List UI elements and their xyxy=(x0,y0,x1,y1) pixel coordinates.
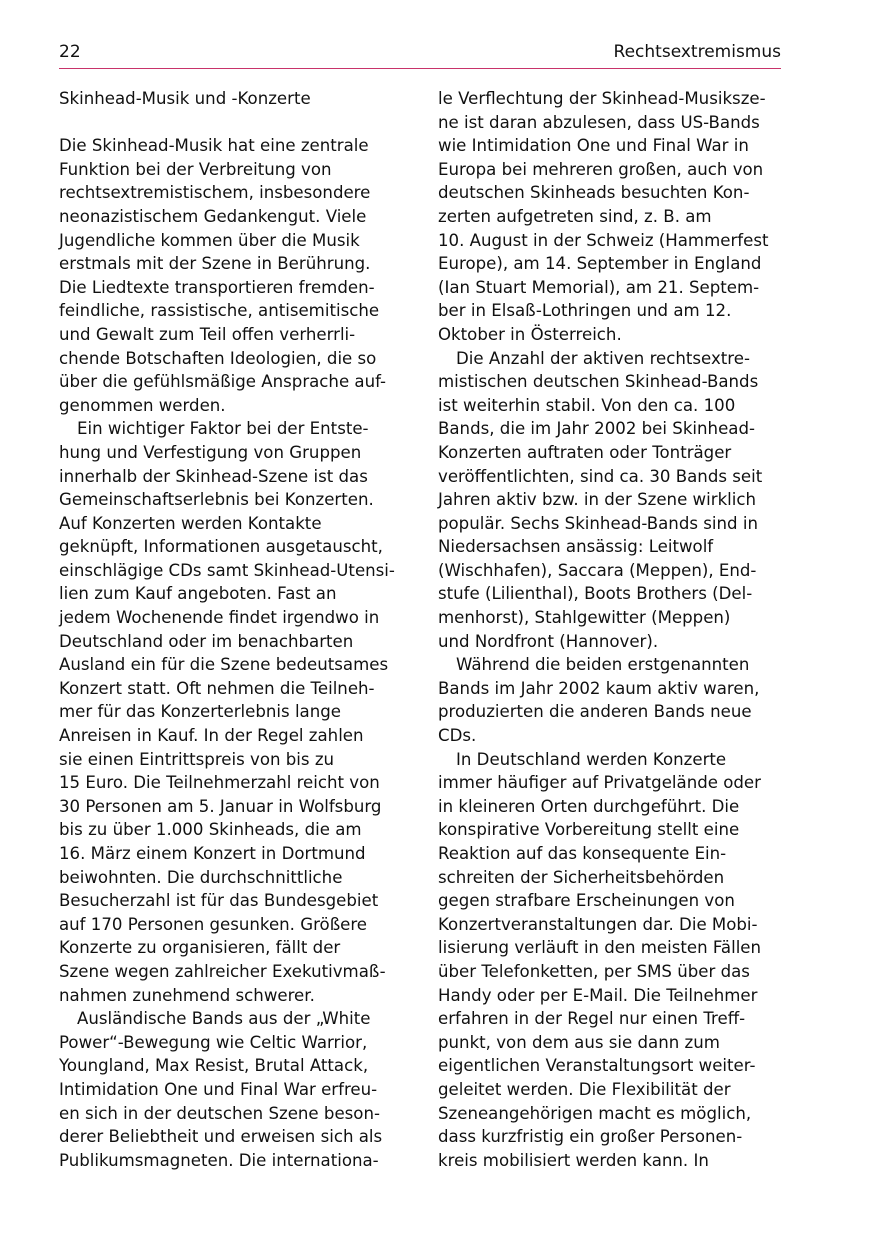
text-line: einschlägige CDs samt Skinhead-Utensi- xyxy=(59,560,395,580)
text-line: Während die beiden erstgenannten xyxy=(456,655,750,675)
text-line: innerhalb der Skinhead-Szene ist das xyxy=(59,466,368,486)
text-line: punkt, von dem aus sie dann zum xyxy=(438,1032,720,1052)
page-header xyxy=(59,42,781,69)
text-line: und Gewalt zum Teil offen verherrli- xyxy=(59,324,356,344)
text-line: Handy oder per E-Mail. Die Teilnehmer xyxy=(438,985,758,1005)
text-line: Die Anzahl der aktiven rechtsextre- xyxy=(456,348,750,368)
text-line: menhorst), Stahlgewitter (Meppen) xyxy=(438,608,731,628)
text-line: schreiten der Sicherheitsbehörden xyxy=(438,867,725,887)
text-line: Auf Konzerten werden Kontakte xyxy=(59,513,322,533)
text-line: Reaktion auf das konsequente Ein- xyxy=(438,844,727,863)
running-title: Rechtsextremismus xyxy=(613,42,781,62)
text-line: in kleineren Orten durchgeführt. Die xyxy=(438,796,740,816)
text-line: In Deutschland werden Konzerte xyxy=(456,749,727,769)
text-line: Jugendliche kommen über die Musik xyxy=(59,230,360,250)
text-line: nahmen zunehmend schwerer. xyxy=(59,985,315,1005)
text-line: erstmals mit der Szene in Berührung. xyxy=(59,254,371,274)
text-line: Intimidation One und Final War erfreu- xyxy=(59,1079,378,1099)
text-line: mer für das Konzerterlebnis lange xyxy=(59,702,341,722)
text-line: hung und Verfestigung von Gruppen xyxy=(59,442,362,462)
text-line: Anreisen in Kauf. In der Regel zahlen xyxy=(59,726,364,746)
text-line: kreis mobilisiert werden kann. In xyxy=(438,1150,709,1170)
text-line: Power“-Bewegung wie Celtic Warrior, xyxy=(59,1032,368,1052)
text-line: 10. August in der Schweiz (Hammerfest xyxy=(438,230,769,250)
text-line: zerten aufgetreten sind, z. B. am xyxy=(438,206,712,226)
text-line: lisierung verläuft in den meisten Fällen xyxy=(438,938,762,958)
text-line: geknüpft, Informationen ausgetauscht, xyxy=(59,537,383,557)
text-line: derer Beliebtheit und erweisen sich als xyxy=(59,1127,383,1147)
text-line: neonazistischem Gedankengut. Viele xyxy=(59,206,367,226)
text-line: jedem Wochenende findet irgendwo in xyxy=(59,608,380,628)
text-line: und Nordfront (Hannover). xyxy=(438,631,659,651)
text-line: Bands, die im Jahr 2002 bei Skinhead- xyxy=(438,419,755,439)
right-column xyxy=(438,87,788,1172)
text-line: Konzert statt. Oft nehmen die Teilneh- xyxy=(59,678,375,698)
text-line: immer häufiger auf Privatgelände oder xyxy=(438,773,761,793)
text-line: Die Liedtexte transportieren fremden- xyxy=(59,277,375,297)
text-line: Besucherzahl ist für das Bundesgebiet xyxy=(59,891,379,911)
text-line: über Telefonketten, per SMS über das xyxy=(438,961,750,981)
text-line: chende Botschaften Ideologien, die so xyxy=(59,348,377,368)
text-line: über die gefühlsmäßige Ansprache auf- xyxy=(59,372,387,392)
text-line: geleitet werden. Die Flexibilität der xyxy=(438,1079,731,1099)
text-line: gegen strafbare Erscheinungen von xyxy=(438,891,735,911)
text-line: Gemeinschaftserlebnis bei Konzerten. xyxy=(59,490,374,510)
text-line: Konzerten auftraten oder Tonträger xyxy=(438,442,732,462)
text-line: Ausland ein für die Szene bedeutsames xyxy=(59,655,389,675)
text-line: rechtsextremistischem, insbesondere xyxy=(59,183,371,203)
text-line: Oktober in Österreich. xyxy=(438,324,622,344)
text-line: Youngland, Max Resist, Brutal Attack, xyxy=(59,1056,369,1076)
text-line: 15 Euro. Die Teilnehmerzahl reicht von xyxy=(59,773,380,793)
text-line: ber in Elsaß-Lothringen und am 12. xyxy=(438,301,732,321)
text-line: konspirative Vorbereitung stellt eine xyxy=(438,820,740,840)
text-line: Jahren aktiv bzw. in der Szene wirklich xyxy=(438,490,757,510)
text-line: 16. März einem Konzert in Dortmund xyxy=(59,844,366,863)
text-line: beiwohnten. Die durchschnittliche xyxy=(59,867,343,887)
text-line: (Wischhafen), Saccara (Meppen), End- xyxy=(438,560,757,580)
section-heading: Skinhead-Musik und -Konzerte xyxy=(59,89,311,108)
text-line: Europe), am 14. September in England xyxy=(438,254,762,274)
text-line: Bands im Jahr 2002 kaum aktiv waren, xyxy=(438,678,760,698)
text-line: feindliche, rassistische, antisemitische xyxy=(59,301,380,321)
paragraph-gap xyxy=(59,111,409,135)
text-line: bis zu über 1.000 Skinheads, die am xyxy=(59,820,362,840)
text-line: mistischen deutschen Skinhead-Bands xyxy=(438,372,759,392)
text-line: wie Intimidation One und Final War in xyxy=(438,136,749,156)
text-line: Publikumsmagneten. Die internationa- xyxy=(59,1150,379,1170)
text-line: CDs. xyxy=(438,726,477,746)
text-line: Szeneangehörigen macht es möglich, xyxy=(438,1103,752,1123)
text-line: Funktion bei der Verbreitung von xyxy=(59,159,332,179)
text-line: deutschen Skinheads besuchten Kon- xyxy=(438,183,750,203)
text-line: Szene wegen zahlreicher Exekutivmaß- xyxy=(59,961,386,981)
text-line: Die Skinhead-Musik hat eine zentrale xyxy=(59,136,369,156)
text-line: dass kurzfristig ein großer Personen- xyxy=(438,1127,743,1147)
text-line: genommen werden. xyxy=(59,395,226,415)
text-line: sie einen Eintrittspreis von bis zu xyxy=(59,749,335,769)
text-line: produzierten die anderen Bands neue xyxy=(438,702,752,722)
text-line: ist weiterhin stabil. Von den ca. 100 xyxy=(438,395,736,415)
left-column xyxy=(59,87,409,1172)
text-line: eigentlichen Veranstaltungsort weiter- xyxy=(438,1056,756,1076)
text-line: Europa bei mehreren großen, auch von xyxy=(438,159,764,179)
text-line: ne ist daran abzulesen, dass US-Bands xyxy=(438,112,760,132)
text-line: populär. Sechs Skinhead-Bands sind in xyxy=(438,513,758,533)
text-line: auf 170 Personen gesunken. Größere xyxy=(59,914,368,934)
page-number: 22 xyxy=(59,42,81,62)
text-line: Konzerte zu organisieren, fällt der xyxy=(59,938,341,958)
text-line: Ausländische Bands aus der „White xyxy=(77,1009,371,1029)
text-line: Niedersachsen ansässig: Leitwolf xyxy=(438,537,714,557)
text-line: 30 Personen am 5. Januar in Wolfsburg xyxy=(59,796,382,816)
text-line: le Verflechtung der Skinhead-Musiksze- xyxy=(438,89,766,108)
text-line: Ein wichtiger Faktor bei der Entste- xyxy=(77,419,369,439)
text-line: (Ian Stuart Memorial), am 21. Septem- xyxy=(438,277,760,297)
text-line: Konzertveranstaltungen dar. Die Mobi- xyxy=(438,914,758,934)
text-line: lien zum Kauf angeboten. Fast an xyxy=(59,584,337,604)
text-line: veröffentlichten, sind ca. 30 Bands seit xyxy=(438,466,763,486)
text-line: stufe (Lilienthal), Boots Brothers (Del- xyxy=(438,584,753,604)
text-line: en sich in der deutschen Szene beson- xyxy=(59,1103,380,1123)
text-line: erfahren in der Regel nur einen Treff- xyxy=(438,1009,746,1029)
text-line: Deutschland oder im benachbarten xyxy=(59,631,354,651)
